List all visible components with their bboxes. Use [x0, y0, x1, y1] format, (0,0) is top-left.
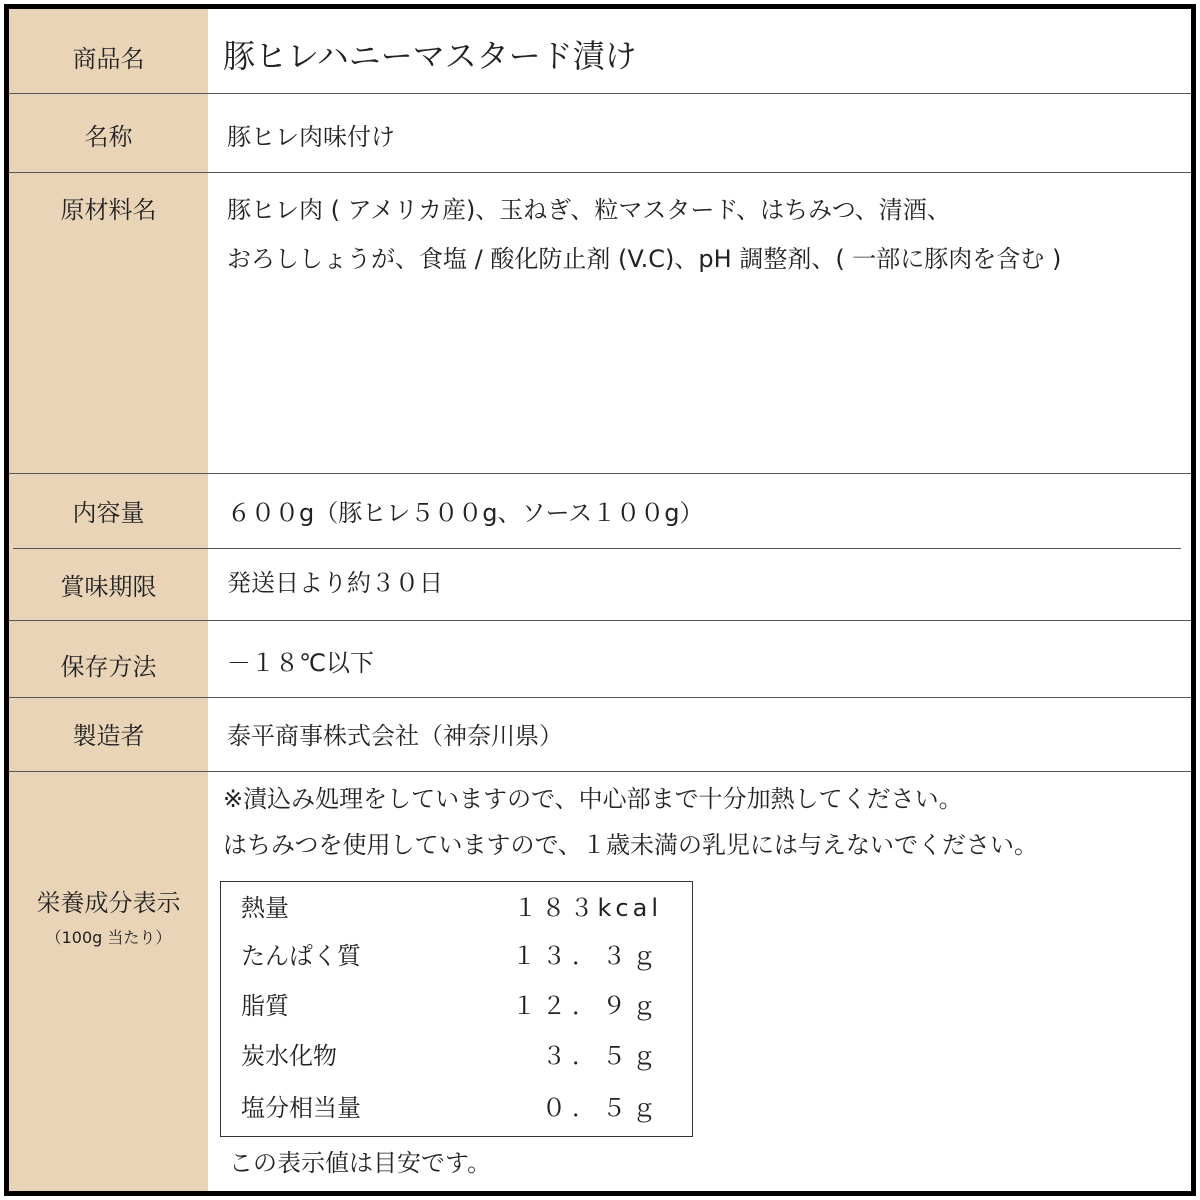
nutrition-item-value: ３．５ｇ	[542, 1042, 662, 1070]
contents-label: 内容量	[72, 499, 145, 527]
nutrition-note-1: ※漬込み処理をしていますので、中心部まで十分加熱してください。	[223, 785, 963, 813]
nutrition-row	[221, 888, 692, 928]
ingredients-line-1: 豚ヒレ肉 ( アメリカ産)、玉ねぎ、粒マスタード、はちみつ、清酒、	[227, 196, 951, 224]
nutrition-item-value: １８３kcal	[513, 894, 662, 922]
nutrition-item-name: たんぱく質	[241, 942, 361, 970]
divider	[9, 93, 1191, 94]
nutrition-item-name: 熱量	[241, 894, 289, 922]
divider	[9, 620, 1191, 621]
product-label-table	[4, 4, 1196, 1196]
divider	[9, 172, 1191, 173]
product-name-label: 商品名	[72, 45, 145, 73]
storage-label: 保存方法	[60, 653, 157, 681]
ingredients-line-2: おろししょうが、食塩 / 酸化防止剤 (V.C)、pH 調整剤、( 一部に豚肉を含む )	[227, 245, 1062, 273]
nutrition-label	[9, 889, 208, 947]
nutrition-item-value: １３．３ｇ	[512, 942, 662, 970]
nutrition-row	[221, 936, 692, 976]
nutrition-note-2: はちみつを使用していますので、１歳未満の乳児には与えないでください。	[223, 831, 1039, 859]
storage-value: －１８℃以下	[227, 649, 374, 677]
nutrition-item-value: １２．９ｇ	[512, 992, 662, 1020]
divider	[9, 473, 1191, 474]
nutrition-item-name: 脂質	[241, 992, 289, 1020]
divider	[13, 548, 1181, 549]
nutrition-row	[221, 1088, 692, 1128]
product-name-value: 豚ヒレハニーマスタード漬け	[223, 37, 637, 75]
nutrition-item-name: 炭水化物	[241, 1042, 337, 1070]
best-before-value: 発送日より約３０日	[227, 569, 443, 597]
nutrition-item-name: 塩分相当量	[241, 1094, 361, 1122]
divider	[9, 697, 1191, 698]
name-label: 名称	[84, 123, 133, 151]
nutrition-row	[221, 986, 692, 1026]
nutrition-item-value: ０．５ｇ	[542, 1094, 662, 1122]
divider	[9, 771, 1191, 772]
nutrition-label-text: 栄養成分表示	[36, 889, 181, 917]
name-value: 豚ヒレ肉味付け	[227, 123, 395, 151]
nutrition-row	[221, 1036, 692, 1076]
nutrition-footnote: この表示値は目安です。	[229, 1149, 492, 1177]
manufacturer-label: 製造者	[72, 722, 145, 750]
manufacturer-value: 泰平商事株式会社（神奈川県）	[227, 722, 563, 750]
contents-value: ６００g（豚ヒレ５００g、ソース１００g）	[227, 499, 704, 527]
nutrition-sublabel: （100g 当たり）	[45, 927, 172, 947]
best-before-label: 賞味期限	[60, 573, 157, 601]
nutrition-facts-table	[220, 881, 693, 1137]
ingredients-label: 原材料名	[60, 196, 157, 224]
